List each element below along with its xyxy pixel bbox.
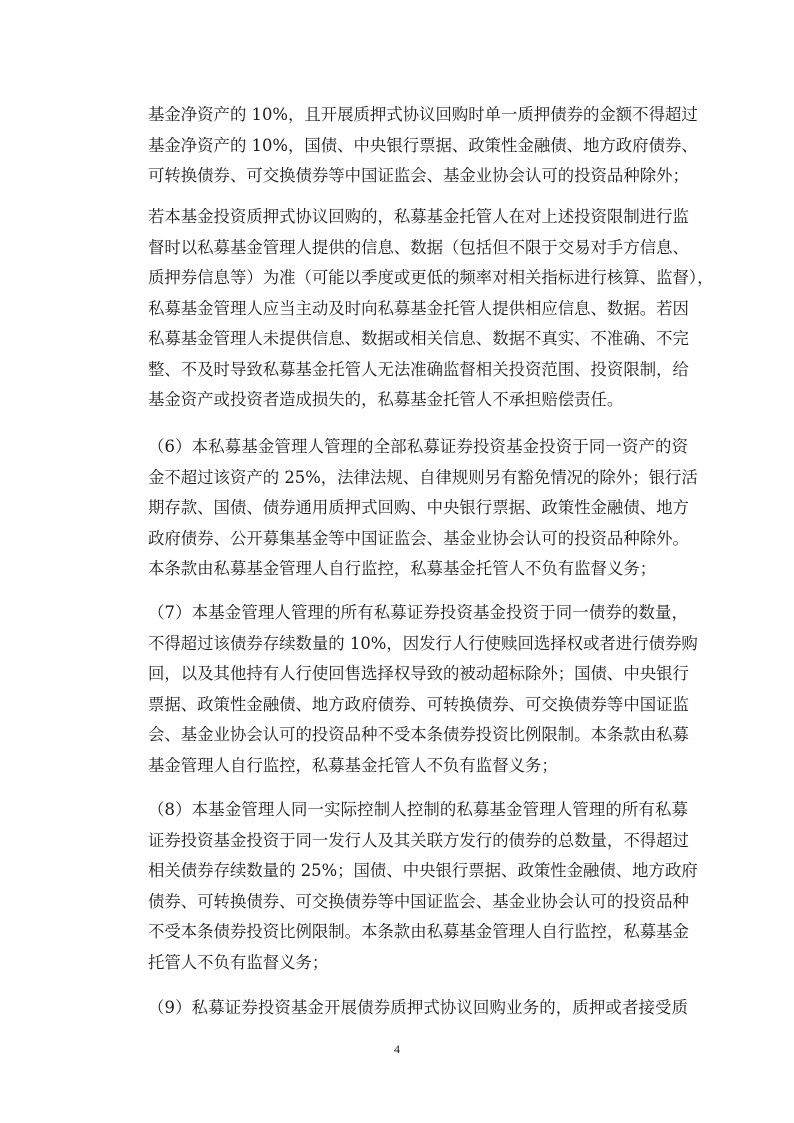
- text-line: （9）私募证券投资基金开展债券质押式协议回购业务的，质押或者接受质: [148, 998, 688, 1017]
- text-line: 本条款由私募基金管理人自行监控，私募基金托管人不负有监督义务；: [148, 559, 657, 578]
- text-line: （7）本基金管理人管理的所有私募证券投资基金投资于同一债券的数量，: [148, 603, 688, 622]
- text-line: 私募基金管理人未提供信息、数据或相关信息、数据不真实、不准确、不完: [148, 329, 689, 348]
- paragraph-item-9: [148, 993, 688, 1024]
- text-line: 整、不及时导致私募基金托管人无法准确监督相关投资范围、投资限制，给: [148, 359, 689, 379]
- text-line: 不受本条债券投资比例限制。本条款由私募基金管理人自行监控，私募基金: [148, 922, 689, 941]
- text-line: 会、基金业协会认可的投资品种不受本条债券投资比例限制。本条款由私募: [148, 725, 689, 744]
- text-line: 基金净资产的 10%，且开展质押式协议回购时单一质押债券的金额不得超过: [148, 105, 698, 124]
- text-line: 期存款、国债、债券通用质押式回购、中央银行票据、政策性金融债、地方: [148, 498, 689, 517]
- text-line: 基金资产或投资者造成损失的，私募基金托管人不承担赔偿责任。: [148, 390, 624, 409]
- text-line: 可转换债券、可交换债券等中国证监会、基金业协会认可的投资品种除外；: [148, 166, 689, 185]
- paragraph-item-6: [148, 432, 698, 585]
- text-line: 政府债券、公开募集基金等中国证监会、基金业协会认可的投资品种除外。: [148, 528, 689, 548]
- paragraph-item-8: [148, 795, 698, 978]
- text-line: （6）本私募基金管理人管理的全部私募证券投资基金投资于同一资产的资: [148, 437, 688, 456]
- text-line: 回，以及其他持有人行使回售选择权导致的被动超标除外；国债、中央银行: [148, 664, 689, 683]
- text-line: 基金净资产的 10%，国债、中央银行票据、政策性金融债、地方政府债券、: [148, 135, 698, 155]
- text-line: 托管人不负有监督义务；: [148, 952, 329, 972]
- text-line: 票据、政策性金融债、地方政府债券、可转换债券、可交换债券等中国证监: [148, 694, 689, 714]
- paragraph-1: [148, 100, 698, 192]
- text-line: 相关债券存续数量的 25%；国债、中央银行票据、政策性金融债、地方政府: [148, 861, 698, 880]
- text-line: 督时以私募基金管理人提供的信息、数据（包括但不限于交易对手方信息、: [148, 237, 689, 257]
- text-line: 若本基金投资质押式协议回购的，私募基金托管人在对上述投资限制进行监: [148, 207, 689, 226]
- text-line: 基金管理人自行监控，私募基金托管人不负有监督义务；: [148, 755, 558, 775]
- text-line: 质押券信息等）为准（可能以季度或更低的频率对相关指标进行核算、监督），: [148, 268, 714, 287]
- paragraph-2: [148, 202, 714, 416]
- text-line: 证券投资基金投资于同一发行人及其关联方发行的债券的总数量，不得超过: [148, 830, 689, 850]
- text-line: 金不超过该资产的 25%，法律法规、自律规则另有豁免情况的除外；银行活: [148, 467, 698, 487]
- text-line: 债券、可转换债券、可交换债券等中国证监会、基金业协会认可的投资品种: [148, 891, 689, 911]
- text-line: 私募基金管理人应当主动及时向私募基金托管人提供相应信息、数据。若因: [148, 298, 689, 318]
- text-line: 不得超过该债券存续数量的 10%，因发行人行使赎回选择权或者进行债券购: [148, 633, 698, 653]
- page-number: 4: [394, 1042, 400, 1056]
- paragraph-item-7: [148, 598, 698, 781]
- text-line: （8）本基金管理人同一实际控制人控制的私募基金管理人管理的所有私募: [148, 800, 688, 819]
